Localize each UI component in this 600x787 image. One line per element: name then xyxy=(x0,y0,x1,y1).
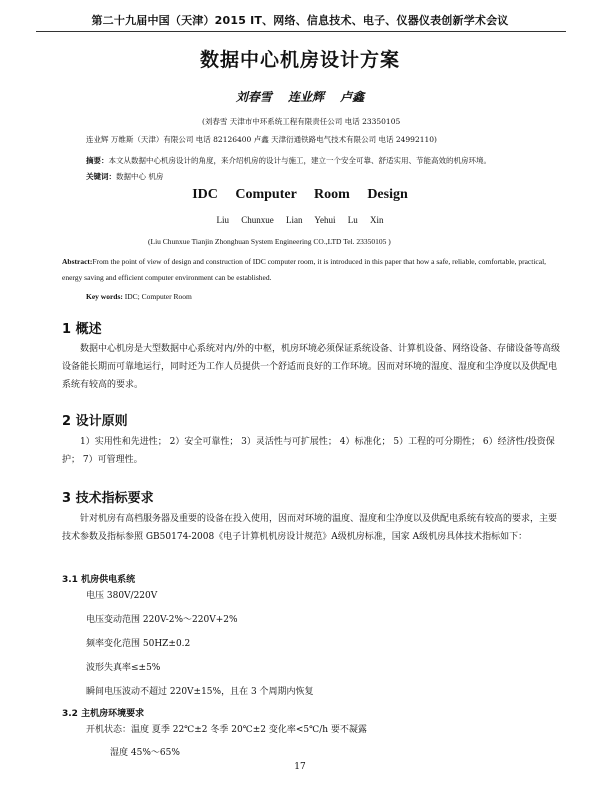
section-heading-principles: 2 设计原则 xyxy=(62,414,128,429)
paper-title-cn: 数据中心机房设计方案 xyxy=(199,49,400,71)
section-heading-specs: 3 技术指标要求 xyxy=(62,491,154,506)
keywords-cn-text: 数据中心 机房 xyxy=(116,172,164,181)
keywords-cn-label: 关键词： xyxy=(86,172,116,181)
spec-line: 湿度 45%～65% xyxy=(110,748,180,758)
abstract-en-label: Abstract: xyxy=(62,257,93,266)
keywords-en-label: Key words: xyxy=(86,292,123,301)
authors-cn: 刘春雪 连业辉 卢鑫 xyxy=(235,90,365,104)
spec-line: 频率变化范围 50HZ±0.2 xyxy=(86,639,191,649)
spec-line: 波形失真率≤±5% xyxy=(86,663,161,673)
keywords-en xyxy=(86,292,192,301)
section-body-principles: 1）实用性和先进性； 2）安全可靠性； 3）灵活性与可扩展性； 4）标准化； 5）工程的可分期性； 6）经济性/投资保护； 7）可管理性。 xyxy=(62,437,555,465)
affiliation-en: (Liu Chunxue Tianjin Zhonghuan System Engineering CO.,LTD Tel. 23350105 ) xyxy=(148,237,391,246)
affiliation-cn-line-1: (刘春雪 天津市中环系统工程有限责任公司 电话 23350105 xyxy=(202,117,401,126)
abstract-cn-label: 摘要： xyxy=(86,156,109,165)
spec-line: 瞬间电压波动不超过 220V±15%，且在 3 个周期内恢复 xyxy=(86,687,314,697)
abstract-en-text: From the point of view of design and construction of IDC computer room, it is introduced in this paper that how a safe, reliable, comfortable, practical, energy saving and efficient computer environment can be established. xyxy=(62,257,547,282)
abstract-cn xyxy=(86,155,556,166)
subsection-heading-environment: 3.2 主机房环境要求 xyxy=(62,709,145,719)
keywords-cn xyxy=(86,171,163,182)
section-body-specs: 针对机房有高档服务器及重要的设备在投入使用，因而对环境的温度、湿度和尘净度以及供配电系统有较高的要求，主要技术参数及指标参照 GB50174-2008《电子计算机机房设计规范》A级机房标准，国家 A级机房具体技术指标如下： xyxy=(62,514,558,542)
paper-title-en: IDC Computer Room Design xyxy=(192,187,408,202)
section-body-overview: 数据中心机房是大型数据中心系统对内/外的中枢，机房环境必须保证系统设备、计算机设备、网络设备、存储设备等高级设备能长期而可靠地运行，同时还为工作人员提供一个舒适而良好的工作环境。因而对环境的湿度、湿度和尘净度以及供配电系统有较高的要求。 xyxy=(62,344,561,390)
abstract-en xyxy=(62,254,562,286)
subsection-heading-power: 3.1 机房供电系统 xyxy=(62,575,136,585)
affiliation-cn-line-2: 连业辉 万维斯（天津）有限公司 电话 82126400 卢鑫 天津衍通铁路电气技术有限公司 电话 24992110) xyxy=(86,135,437,144)
page-number: 17 xyxy=(294,762,306,772)
spec-line: 电压 380V/220V xyxy=(86,591,158,601)
authors-en: Liu Chunxue Lian Yehui Lu Xin xyxy=(216,215,384,225)
spec-line: 开机状态：温度 夏季 22℃±2 冬季 20℃±2 变化率<5℃/h 要不凝露 xyxy=(86,725,367,735)
conference-header: 第二十九届中国（天津）2015 IT、网络、信息技术、电子、仪器仪表创新学术会议 xyxy=(91,14,509,27)
abstract-cn-text: 本文从数据中心机房设计的角度，来介绍机房的设计与施工，建立一个安全可靠、舒适实用、节能高效的机房环境。 xyxy=(108,156,491,165)
spec-line: 电压变动范围 220V-2%～220V+2% xyxy=(86,615,238,625)
section-heading-overview: 1 概述 xyxy=(62,322,102,337)
header-divider xyxy=(36,31,566,32)
keywords-en-text: IDC; Computer Room xyxy=(124,292,192,301)
